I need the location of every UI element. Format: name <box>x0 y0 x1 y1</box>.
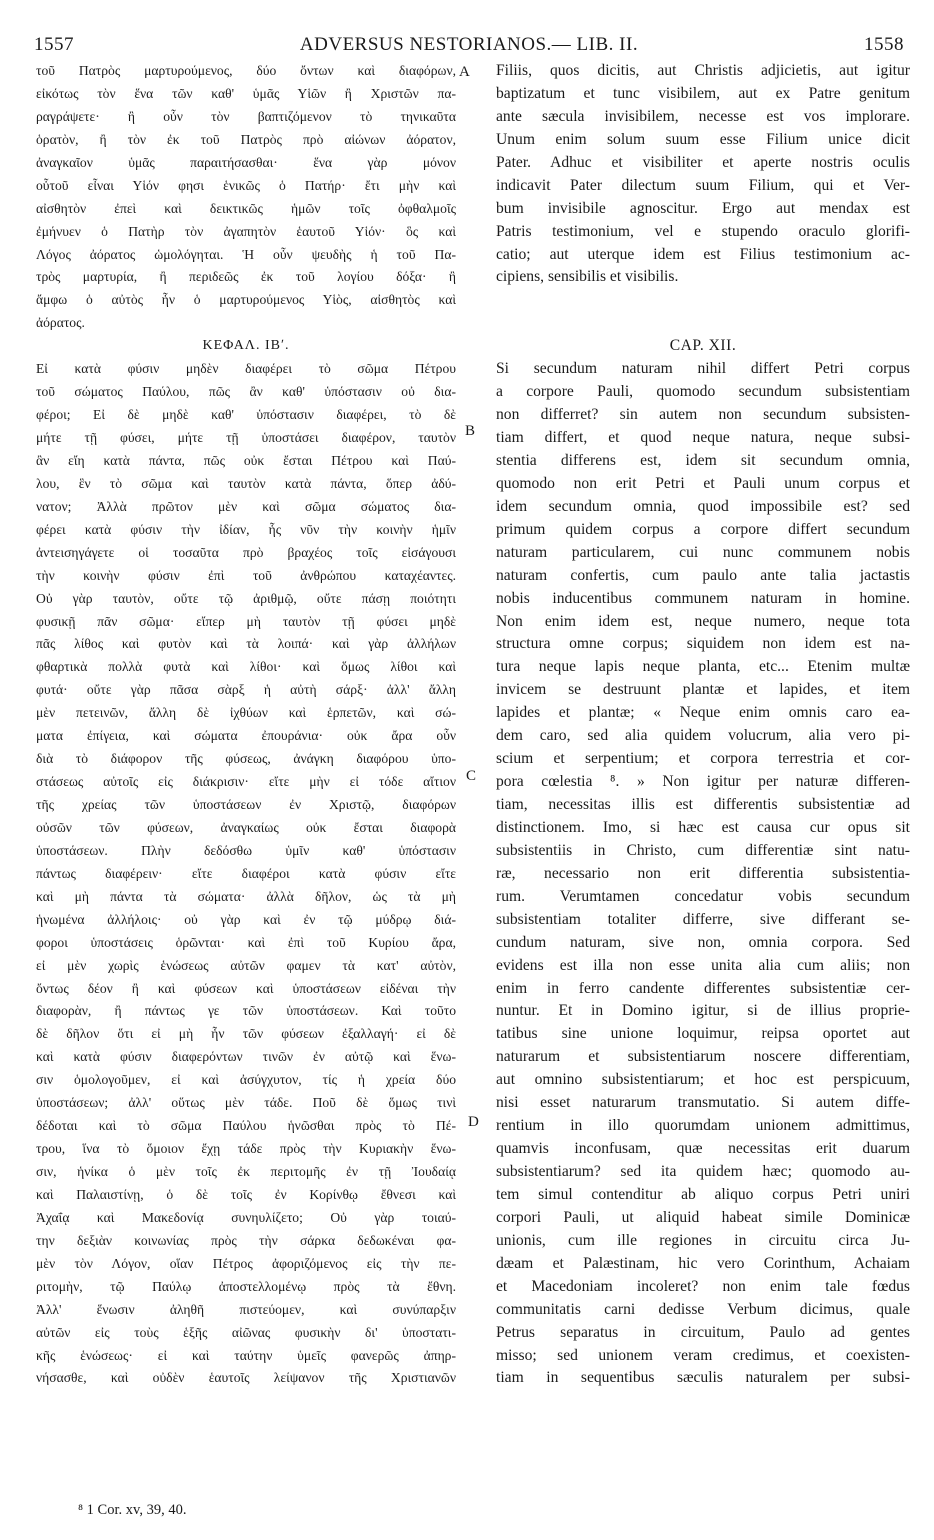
greek-text-line: ἄμφω ὁ αὐτὸς ἦν ὁ μαρτυρούμενος Υἱὸς, αἰσθητὸς καὶ <box>36 292 456 308</box>
greek-text-line: νήσασθε, καὶ οὐδὲν ἑαυτοῖς λείψανον τῆς Χριστιανῶν <box>36 1370 456 1386</box>
greek-text-line: σιν, ἡνίκα ὁ μὲν τοῖς ἐκ περιτομῆς ἐν τῇ Ἰουδαίᾳ <box>36 1164 456 1179</box>
latin-text-line: aut omnino subsistentiarum; et hoc est perspicuum, <box>496 1071 910 1089</box>
greek-text-line: ὑποστάσεων. Πλὴν δεδόσθω ὑμῖν καθ' ὑπόστασιν <box>36 842 456 858</box>
greek-text-line: Εἰ κατὰ φύσιν μηδὲν διαφέρει τὸ σῶμα Πέτρου <box>36 361 456 377</box>
latin-text-line: subsistentiam totaliter differre, sive differant se- <box>496 910 910 928</box>
latin-text-line: Filiis, quos dicitis, aut Christis adjicietis, aut igitur <box>496 62 910 79</box>
greek-text-line: εἰκότως τὸν ἕνα τῶν καθ' ὑμᾶς Υἱῶν ἢ Χριστῶν πα- <box>36 85 456 101</box>
latin-text-line: unionis, cum ille regiones in circuitu circa Ju- <box>496 1231 910 1249</box>
latin-chapter-heading: CAP. XII. <box>669 337 737 355</box>
greek-text-line: πάντως διαφέρειν· εἴτε διαφέροι κατὰ φύσιν εἴτε <box>36 865 456 881</box>
margin-marker-b: B <box>465 423 476 439</box>
latin-text-line: quamvis inconfusam, quæ necessitas erit duarum <box>496 1140 910 1158</box>
latin-text-line: communitatis carni dedisse Verbum dicimus, quale <box>496 1300 910 1318</box>
greek-text-line: πᾶς λίθος καὶ φυτὸν καὶ τὰ λοιπά· καὶ γὰρ ἀλλήλων <box>36 636 456 652</box>
margin-marker-a: A <box>459 64 470 80</box>
latin-text-line: evidens est illa non esse unita alia cum aliis; non <box>496 956 910 974</box>
greek-column <box>36 60 456 1390</box>
greek-text-line: τοῦ Πατρὸς μαρτυρούμενος, δύο ὄντων καὶ διαφόρων, <box>36 63 456 78</box>
greek-text-line: τρου, ἵνα τὸ ὅμοιον ἔχῃ τάδε πρὸς τὴν Κυριακὴν ἕνω- <box>36 1141 456 1157</box>
greek-text-line: καὶ κατὰ φύσιν διαφερόντων τινῶν ἐν αὐτῷ καὶ ἕνω- <box>36 1049 456 1065</box>
latin-text-line: tatibus sine unione loquimur, reipsa oportet aut <box>496 1025 910 1043</box>
greek-text-line: τῆς χρείας τῶν ὑποστάσεων ἐν Χριστῷ, διαφόρων <box>36 797 456 812</box>
greek-text-line: σιν ὁμολογοῦμεν, εἰ καὶ ἀσύγχυτον, τίς ἡ χρεία δύο <box>36 1072 456 1088</box>
latin-text-line: Petrus separatus in circuitum, Paulo ad gentes <box>496 1323 910 1341</box>
latin-text-line: Si secundum naturam nihil differt Petri corpus <box>496 360 910 378</box>
latin-text-line: naturam confertis, cum paulo ante talia jactastis <box>496 566 910 584</box>
latin-text-line: dem caro, sed alia quidem volucrum, alia vero pi- <box>496 727 910 745</box>
latin-text-line: nobis inducentibus communem naturam in homine. <box>496 589 910 607</box>
greek-text-line: φέρει κατὰ φύσιν τὴν ἰδίαν, ἧς νῦν τὴν κοινὴν ἡμῖν <box>36 521 456 537</box>
greek-text-line: δέδοται καὶ τὸ σῶμα Παύλου ἡνῶσθαι πρὸς τὸ Πέ- <box>36 1118 456 1134</box>
latin-text-line: distinctionem. Imo, si hæc est causa cur opus sit <box>496 818 910 836</box>
latin-text-line <box>496 289 910 312</box>
latin-text-line: naturam particularem, cui nunc communem nobis <box>496 543 910 561</box>
greek-text-line: φθαρτικὰ πολλὰ φυτὰ καὶ λίθοι· καὶ ὅμως λίθοι καὶ <box>36 659 456 675</box>
greek-text-line: Οὐ γὰρ ταυτὸν, οὔτε τῷ ἀριθμῷ, οὔτε πάσῃ ποιότητι <box>36 590 456 606</box>
margin-marker-d: D <box>468 1114 479 1130</box>
running-header <box>34 34 904 60</box>
greek-text-line: διὰ τὸ διάφορον τῆς φύσεως, ἀνάγκη διαφόρου ὑπο- <box>36 751 456 767</box>
latin-text-line: rentium in illo quorumdam unionem admittimus, <box>496 1117 910 1135</box>
latin-text-line: subsistentiarum? sed ita quidem hæc; quomodo au- <box>496 1163 910 1180</box>
latin-text-line: catio; aut uterque idem est Filius testimonium ac- <box>496 245 910 263</box>
greek-text-line: ραγράψετε· ἢ οὖν τὸν βαπτιζόμενον τὸ τηνικαῦτα <box>36 108 456 124</box>
greek-text-line: Λόγος ἀόρατος ὡμολόγηται. Ἡ οὖν ψευδὴς ἡ τοῦ Πα- <box>36 246 456 262</box>
latin-column <box>496 60 910 1390</box>
greek-text-line: δὲ δῆλον ὅτι εἰ μὴ ἦν τῶν φύσεων ἐξαλλαγή· εἰ δὲ <box>36 1026 456 1042</box>
latin-text-line <box>496 312 910 335</box>
greek-text-line: μὲν πετεινῶν, ἄλλη δὲ ἰχθύων καὶ ἑρπετῶν, καὶ σώ- <box>36 705 456 721</box>
greek-text-line: ἀναγκαῖον ὑμᾶς παραιτήσασθαι· ἕνα γὰρ μόνον <box>36 154 456 170</box>
latin-text-line: tiam, necessitas illis est differentis subsistentiæ ad <box>496 796 910 813</box>
greek-text-line: ὑποστάσεων; ἀλλ' οὕτως μὲν τάδε. Ποῦ δὲ ὅμως τινὶ <box>36 1095 456 1111</box>
page-number-right: 1558 <box>864 34 904 55</box>
greek-text-line: καὶ Παλαιστίνῃ, ὁ δὲ τοῖς ἐν Κορίνθῳ ἔθνεσι καὶ <box>36 1186 456 1202</box>
greek-text-line: ματα ἐπίγεια, καὶ σώματα ἐπουράνια· οὐκ ἄρα οὖν <box>36 728 456 744</box>
greek-text-line: καὶ μὴ πάντα τὰ σώματα· ἀλλὰ δῆλον, ὡς τὰ μὴ <box>36 888 456 904</box>
greek-chapter-heading: ΚΕΦΑΛ. ΙΒʹ. <box>202 338 290 354</box>
latin-text-line: nuntur. Et in Domino igitur, si de illius proprie- <box>496 1002 910 1020</box>
latin-text-line: quomodo non erit Petri et Pauli unum corpus et <box>496 474 910 492</box>
latin-text-line: ante sæcula invisibilem, necesse est vos implorare. <box>496 107 910 125</box>
latin-text-line: invicem se destruunt plantæ et lapides, et item <box>496 681 910 699</box>
latin-text-line: primum quidem corpus a corpore differt secundum <box>496 520 910 538</box>
latin-text-line: enim in ferro candente differentes subsistentiæ cer- <box>496 979 910 997</box>
margin-marker-c: C <box>466 768 477 784</box>
greek-text-line: τὴν κοινὴν φύσιν ἐπὶ τοῦ ἀνθρώπου καταχέαντες. <box>36 567 456 583</box>
latin-text-line: baptizatum et tunc visibilem, aut ex Patre genitum <box>496 84 910 102</box>
latin-text-line: tura neque lapis neque planta, etc... Etenim multæ <box>496 658 910 676</box>
latin-text-line: indicavit Pater dilectum suum Filium, qui et Ver- <box>496 176 910 194</box>
greek-text-line: ἂν εἴη κατὰ πάντα, πῶς οὐκ ἔσται Πέτρου καὶ Παύ- <box>36 452 456 468</box>
latin-text-line: cundum naturam, sive non, omnia corpora. Sed <box>496 933 910 951</box>
latin-text-line: Unum enim solum suum esse Filium unice dicit <box>496 130 910 148</box>
greek-text-line: οὗτοῦ εἶναι Υἱόν φησι ἑνικῶς ὁ Πατήρ· ἔτι μὴν καὶ <box>36 177 456 193</box>
latin-text-line: Pater. Adhuc et visibiliter et aperte nostris oculis <box>496 153 910 171</box>
greek-text-line: φοροι ὑποστάσεις ὁρῶνται· καὶ ἐπὶ τοῦ Κυρίου ἄρα, <box>36 934 456 950</box>
latin-text-line: a corpore Pauli, quomodo secundum subsistentiam <box>496 383 910 401</box>
latin-text-line: misso; sed unionem veram credimus, et coexisten- <box>496 1346 910 1364</box>
running-title: ADVERSUS NESTORIANOS.— LIB. II. <box>299 34 639 55</box>
greek-text-line: τοῦ σώματος Παύλου, πῶς ἂν καθ' ὑπόστασιν οὐ δια- <box>36 384 456 400</box>
latin-text-line: tem simul contenditur ab aliquo corpus Petri uniri <box>496 1185 910 1203</box>
greek-text-line: τρὸς μαρτυρία, ἢ περιδεῶς ἐκ τοῦ λογίου δόξα· ἢ <box>36 269 456 285</box>
greek-text-line: αἰσθητὸν ἐπεὶ καὶ δεικτικῶς ἡμῶν τοῖς ὀφθαλμοῖς <box>36 200 456 216</box>
latin-text-line: ræ, necessario non erit differentia subsistentia- <box>496 864 910 882</box>
latin-text-line: lapides et plantæ; « Neque enim omnis caro ea- <box>496 704 910 722</box>
latin-text-line: bum invisibile agnoscitur. Ergo aut mendax est <box>496 199 910 217</box>
greek-text-line: νατον; Ἀλλὰ πρῶτον μὲν καὶ σῶμα σώματος δια- <box>36 498 456 514</box>
greek-text-line: οὐσῶν τῶν φύσεων, ἀναγκαίως οὐκ ἔσται διαφορὰ <box>36 819 456 835</box>
greek-text-line: ριτομὴν, τῷ Παύλῳ ἀποστελλομένῳ πρὸς τὰ ἔθνη. <box>36 1278 456 1294</box>
greek-text-line: κῆς ἑνώσεως· εἰ καὶ ταύτην ὑμεῖς φανερῶς ἀπηρ- <box>36 1347 456 1363</box>
greek-text-line: ἡνωμένα ἀλλήλοις· οὐ γὰρ καὶ ἐν τῷ μύδρῳ διά- <box>36 911 456 927</box>
greek-text-line: ὄντως δέον ἢ καὶ φύσεων καὶ ὑποστάσεων εἰδέναι τὴν <box>36 980 456 996</box>
latin-text-line: stentia differens est, idem sit secundum omnia, <box>496 451 910 469</box>
greek-text-line: ἐμήνυεν ὁ Πατὴρ τὸν ἀγαπητὸν ἑαυτοῦ Υἱόν· ὃς καὶ <box>36 223 456 239</box>
latin-text-line: naturarum et subsistentiarum noscere differentiam, <box>496 1048 910 1066</box>
greek-text-line: μήτε τῇ φύσει, μήτε τῇ ὑποστάσει διαφέρον, ταυτὸν <box>36 430 456 445</box>
latin-text-line: Patris testimonium, vel e stupendo oraculo glorifi- <box>496 222 910 240</box>
greek-text-line: ἀντεισηγάγετε οἱ τοσαῦτα πρὸ βραχέος τοῖς εἰσάγουσι <box>36 544 456 560</box>
greek-text-line: Ἀχαΐᾳ καὶ Μακεδονίᾳ συνηυλίζετο; Οὐ γὰρ τοιαύ- <box>36 1209 456 1225</box>
latin-text-line: cipiens, sensibilis et visibilis. <box>496 268 679 286</box>
latin-text-line: corpori Pauli, ut aliquid habeat simile Dominicæ <box>496 1208 910 1226</box>
greek-text-line: φυσικῇ πᾶν σῶμα· εἴπερ μὴ ταυτὸν τῇ φύσει μηδὲ <box>36 613 456 629</box>
latin-text-line: subsistentiis in Christo, cum differentiæ sint natu- <box>496 841 910 859</box>
latin-text-line: structura omne corpus; siquidem non idem est na- <box>496 635 910 653</box>
greek-text-line: Ἀλλ' ἕνωσιν ἀληθῆ πιστεύομεν, καὶ συνύπαρξιν <box>36 1301 456 1317</box>
latin-text-line: scium et serpentium; et corpora terrestria et cor- <box>496 750 910 768</box>
greek-text-line: φυτά· οὔτε γὰρ πᾶσα σὰρξ ἡ αὐτὴ σάρξ· ἀλλ' ἄλλη <box>36 682 456 698</box>
greek-text-line: στάσεως αὐτοῖς εἰς διάκρισιν· εἴτε μὴν εἰ τόδε αἴτιον <box>36 774 456 790</box>
latin-text-line: non differret? sin autem non secundum subsisten- <box>496 406 910 424</box>
latin-text-line: dæam et Palæstinam, hic vero Corinthum, Achaiam <box>496 1254 910 1272</box>
greek-text-line: διαφορὰν, ἢ πάντως γε τῶν ὑποστάσεων. Καὶ τοῦτο <box>36 1003 456 1019</box>
greek-text-line: αὐτῶν εἰς τοὺς ἑξῆς αἰῶνας φυσικὴν δι' ὑποστατι- <box>36 1324 456 1340</box>
greek-text-line: λου, ἓν τὸ σῶμα καὶ ταυτὸν κατὰ πάντα, ὅπερ ἀδύ- <box>36 475 456 491</box>
latin-text-line: idem secundum omnia, quod impossibile est? sed <box>496 497 910 515</box>
greek-text-line: ὁρατὸν, ἢ τὸν ἐκ τοῦ Πατρὸς πρὸ αἰώνων ἀόρατον, <box>36 131 456 147</box>
latin-text-line: rum. Verumtamen concedatur vobis secundum <box>496 887 910 905</box>
greek-text-line: μὲν τὸν Λόγον, οἵαν Πέτρος ἀφοριζόμενος εἰς τὴν πε- <box>36 1255 456 1271</box>
greek-text-line: φέροι; Εἰ δὲ μηδὲ καθ' ὑπόστασιν διαφέρει, τὸ δὲ <box>36 407 456 423</box>
greek-text-line: εἰ μὲν χωρὶς ἑνώσεως αὐτῶν φαμεν τὰ κατ' αὐτὸν, <box>36 957 456 973</box>
page-number-left: 1557 <box>34 34 74 55</box>
latin-text-line: pora cœlestia ⁸. » Non igitur per naturæ differen- <box>496 773 910 791</box>
footnote: ⁸ 1 Cor. xv, 39, 40. <box>78 1502 187 1518</box>
latin-text-line: tiam differt, et quod neque natura, neque subsi- <box>496 429 910 446</box>
latin-text-line: tiam in sequentibus sæculis naturalem per subsi- <box>496 1369 910 1387</box>
latin-text-line: et Macedoniam incoleret? non enim tale fœdus <box>496 1277 910 1295</box>
latin-text-line: Non enim idem est, neque numero, neque tota <box>496 612 910 630</box>
greek-text-line: την δεξιὰν κοινωνίας πρὸς τὴν σάρκα δεδωκέναι φα- <box>36 1232 456 1248</box>
latin-text-line: nisi esset naturarum transmutatio. Si autem diffe- <box>496 1094 910 1112</box>
greek-text-line: ἀόρατος. <box>36 315 85 331</box>
